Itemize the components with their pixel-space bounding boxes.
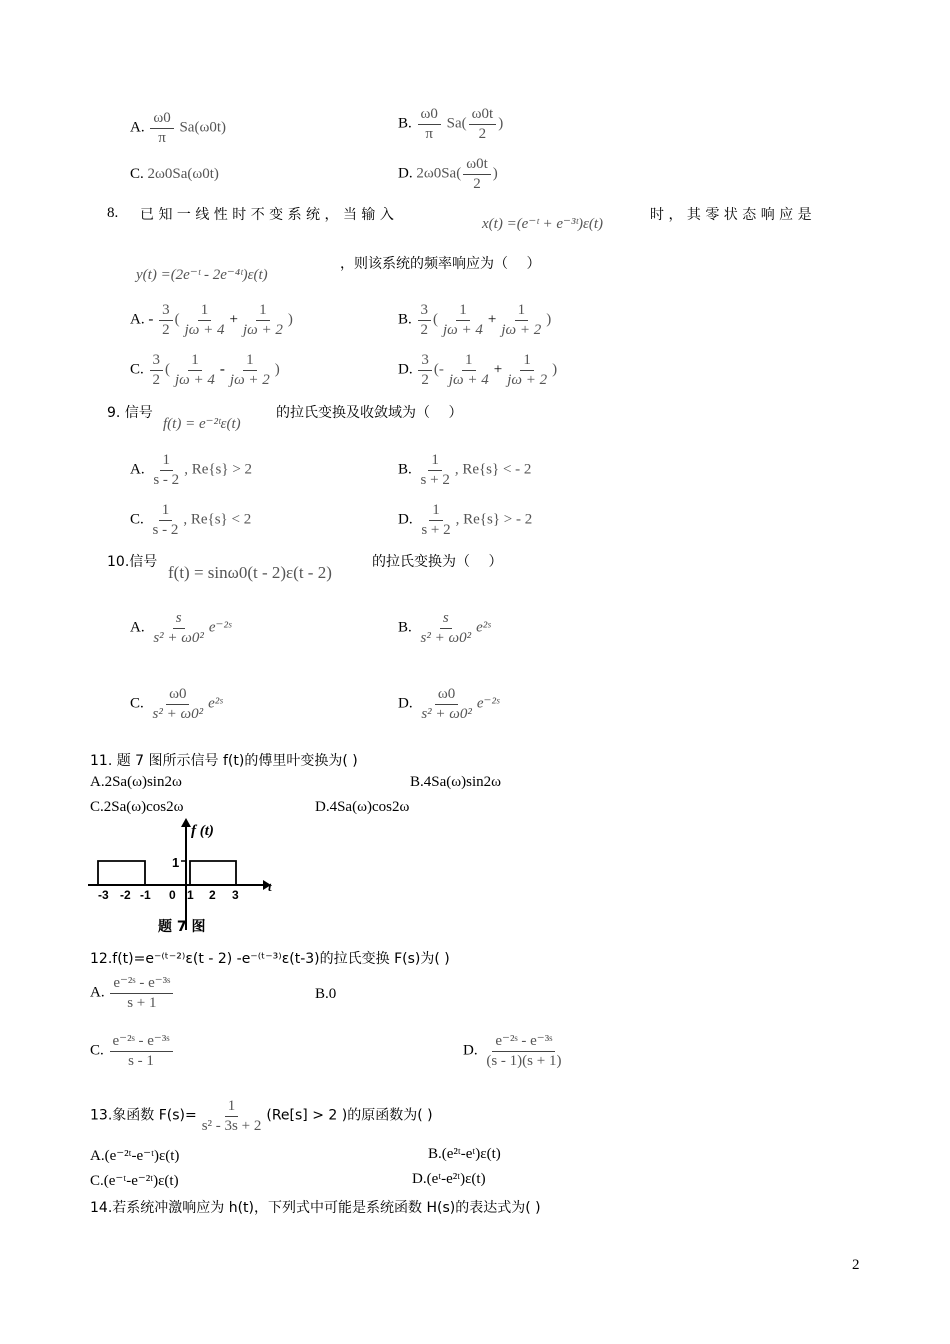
q9-option-c: C. $\frac{1}{s - 2}$ , Re{s} < 2 <box>130 502 252 538</box>
q8-stem-suffix: 时 ， 其 零 状 态 响 应 是 <box>650 207 812 223</box>
q9-option-d: D. $\frac{1}{s + 2}$ , Re{s} > - 2 <box>398 502 533 538</box>
q8-stem-prefix: 已 知 一 线 性 时 不 变 系 统 ， 当 输 入 <box>140 207 394 223</box>
q8-option-d: D. $\frac{3}{2}$ (- $\frac{1}{j\omega + 4}$ + $\frac{1}{j\omega + 2}$ ) <box>398 352 558 388</box>
figure-caption: 题 7 图 <box>158 919 206 935</box>
tick-label: 1 <box>187 888 194 902</box>
y-axis-arrow <box>181 818 191 827</box>
q8-option-c: C. $\frac{3}{2}$ ( $\frac{1}{j\omega + 4}$ - $\frac{1}{j\omega + 2}$ ) <box>130 352 280 388</box>
q9-question: 的拉氏变换及收敛域为（ ） <box>276 405 463 421</box>
q7-option-c: C. 2ω0Sa(ω0t) <box>130 166 219 182</box>
q14-stem: 14.若系统冲激响应为 h(t)，下列式中可能是系统函数 H(s)的表达式为( ) <box>90 1200 541 1216</box>
q11-option-a: A.2Sa(ω)sin2ω <box>90 774 182 790</box>
q8-question: ，则该系统的频率响应为（ ） <box>340 256 541 272</box>
q10-expr: f(t) = sinω0(t - 2)ε(t - 2) <box>168 563 332 582</box>
q13-option-d: D.(eᵗ-e²ᵗ)ε(t) <box>412 1171 486 1187</box>
q10-number: 10.信号 <box>107 554 158 570</box>
q11-option-b: B.4Sa(ω)sin2ω <box>410 774 501 790</box>
q9-number: 9. 信号 <box>107 405 153 421</box>
tick-label: 0 <box>169 888 176 902</box>
q9-option-b: B. $\frac{1}{s + 2}$ , Re{s} < - 2 <box>398 452 532 488</box>
page-number: 2 <box>852 1257 860 1273</box>
level-label: 1 <box>172 855 180 870</box>
pulse-left <box>98 861 145 885</box>
q10-option-d: D. $\frac{\omega 0}{\text{s² + ω0²}}$ e⁻²ˢ <box>398 686 500 722</box>
tick-label: -1 <box>140 888 151 902</box>
q8-input-expr: x(t) =(e⁻ᵗ + e⁻³ᵗ)ε(t) <box>482 216 604 232</box>
q7-option-d: D. 2ω0Sa( $\frac{\omega 0t}{2}$ ) <box>398 156 498 192</box>
q7-option-a: A. $\frac{\omega 0}{\pi}$ Sa(ω0t) <box>130 110 226 146</box>
q10-question: 的拉氏变换为（ ） <box>372 554 503 570</box>
q12-option-c: C. $\frac{\text{e⁻²ˢ - e⁻³ˢ}}{s - 1}$ <box>90 1033 175 1069</box>
y-axis-label: f (t) <box>191 823 214 839</box>
q12-stem: 12.f(t)=e⁻⁽ᵗ⁻²⁾ε(t - 2) -e⁻⁽ᵗ⁻³⁾ε(t-3)的拉氏变换 F(s)为( ) <box>90 951 450 967</box>
q10-option-b: B. $\frac{s}{\text{s² + ω0²}}$ e²ˢ <box>398 610 491 646</box>
q8-number: 8. <box>107 205 119 221</box>
q11-option-d: D.4Sa(ω)cos2ω <box>315 799 410 815</box>
q13-option-c: C.(e⁻ᵗ-e⁻²ᵗ)ε(t) <box>90 1173 179 1189</box>
q12-option-d: D. $\frac{\text{e⁻²ˢ - e⁻³ˢ}}{(s - 1)(s + 1)}$ <box>463 1033 562 1069</box>
tick-label: 3 <box>232 888 239 902</box>
tick-label: -2 <box>120 888 131 902</box>
q10-option-c: C. $\frac{\omega 0}{\text{s² + ω0²}}$ e²ˢ <box>130 686 223 722</box>
x-axis-label: t <box>268 879 272 894</box>
q11-option-c: C.2Sa(ω)cos2ω <box>90 799 184 815</box>
q8-option-b: B. $\frac{3}{2}$ ( $\frac{1}{j\omega + 4}$ + $\frac{1}{j\omega + 2}$ ) <box>398 302 552 338</box>
figure-7-plot <box>88 815 288 940</box>
tick-label: -3 <box>98 888 109 902</box>
q13-stem: 13.象函数 F(s)= $\frac{1}{\text{s² - 3s + 2}}$ (Re[s] > 2 )的原函数为( ) <box>90 1098 433 1134</box>
q12-option-b: B.0 <box>315 986 337 1002</box>
q9-option-a: A. $\frac{1}{s - 2}$ , Re{s} > 2 <box>130 452 253 488</box>
tick-label: 2 <box>209 888 216 902</box>
pulse-right <box>190 861 236 885</box>
q7-option-b: B. $\frac{\omega 0}{\pi}$ Sa( $\frac{\omega 0t}{2}$ ) <box>398 106 504 142</box>
q9-expr: f(t) = e⁻²ᵗε(t) <box>163 416 241 432</box>
q10-option-a: A. $\frac{s}{\text{s² + ω0²}}$ e⁻²ˢ <box>130 610 232 646</box>
q13-option-a: A.(e⁻²ᵗ-e⁻ᵗ)ε(t) <box>90 1148 180 1164</box>
q8-option-a: A. - $\frac{3}{2}$ ( $\frac{1}{j\omega + 4}$ + $\frac{1}{j\omega + 2}$ ) <box>130 302 293 338</box>
q13-option-b: B.(e²ᵗ-eᵗ)ε(t) <box>428 1146 501 1162</box>
q8-output-expr: y(t) =(2e⁻ᵗ - 2e⁻⁴ᵗ)ε(t) <box>136 267 268 283</box>
q12-option-a: A. $\frac{\text{e⁻²ˢ - e⁻³ˢ}}{s + 1}$ <box>90 975 175 1011</box>
q11-stem: 11. 题 7 图所示信号 f(t)的傅里叶变换为( ) <box>90 753 358 769</box>
